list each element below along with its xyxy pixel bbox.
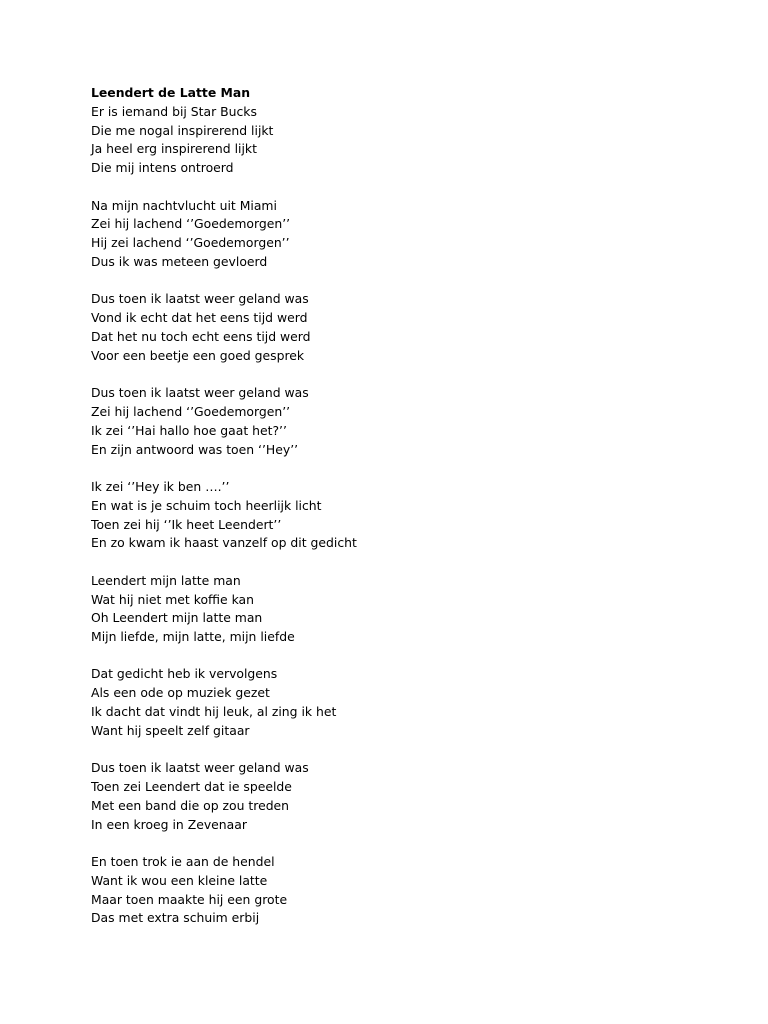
stanza-2: [91, 197, 691, 272]
poem-line: En zijn antwoord was toen ‘’Hey’’: [91, 441, 299, 457]
poem-line: Die mij intens ontroerd: [91, 160, 234, 176]
poem-line: Leendert mijn latte man: [91, 572, 241, 588]
poem-line: Dus ik was meteen gevloerd: [91, 253, 268, 269]
poem-line: Vond ik echt dat het eens tijd werd: [91, 310, 308, 326]
poem-line: Want hij speelt zelf gitaar: [91, 722, 250, 738]
poem-line: Oh Leendert mijn latte man: [91, 610, 263, 626]
poem-line: Wat hij niet met koffie kan: [91, 591, 254, 607]
poem-line: Die me nogal inspirerend lijkt: [91, 122, 274, 138]
poem-line: En toen trok ie aan de hendel: [91, 854, 275, 870]
poem-line: Want ik wou een kleine latte: [91, 872, 268, 888]
stanza-7: [91, 665, 691, 740]
poem-line: Dat het nu toch echt eens tijd werd: [91, 328, 311, 344]
poem-line: Toen zei Leendert dat ie speelde: [91, 779, 292, 795]
stanza-8: [91, 759, 691, 834]
poem-line: In een kroeg in Zevenaar: [91, 816, 247, 832]
poem-line: Das met extra schuim erbij: [91, 910, 260, 926]
poem-line: Ik dacht dat vindt hij leuk, al zing ik het: [91, 704, 337, 720]
stanza-9: [91, 853, 691, 928]
poem-line: Zei hij lachend ‘’Goedemorgen’’: [91, 403, 291, 419]
stanza-4: [91, 384, 691, 459]
poem-line: Met een band die op zou treden: [91, 797, 290, 813]
poem-line: Ik zei ‘’Hey ik ben ….’’: [91, 478, 230, 494]
stanza-6: [91, 572, 691, 647]
poem-line: Ja heel erg inspirerend lijkt: [91, 141, 257, 157]
poem-line: Ik zei ‘’Hai hallo hoe gaat het?’’: [91, 422, 287, 438]
poem-line: Er is iemand bij Star Bucks: [91, 103, 257, 119]
poem-line: Dus toen ik laatst weer geland was: [91, 385, 309, 401]
poem-line: Na mijn nachtvlucht uit Miami: [91, 197, 277, 213]
poem-line: Toen zei hij ‘’Ik heet Leendert’’: [91, 516, 282, 532]
poem-title: Leendert de Latte Man: [91, 85, 251, 100]
stanza-5: [91, 478, 691, 553]
poem-line: Als een ode op muziek gezet: [91, 685, 270, 701]
poem: [91, 84, 691, 947]
poem-line: Dus toen ik laatst weer geland was: [91, 760, 309, 776]
poem-line: Dus toen ik laatst weer geland was: [91, 291, 309, 307]
poem-line: Mijn liefde, mijn latte, mijn liefde: [91, 629, 295, 645]
poem-line: Maar toen maakte hij een grote: [91, 891, 288, 907]
poem-line: Zei hij lachend ‘’Goedemorgen’’: [91, 216, 291, 232]
stanza-3: [91, 290, 691, 365]
poem-line: Hij zei lachend ‘’Goedemorgen’’: [91, 235, 290, 251]
poem-line: En zo kwam ik haast vanzelf op dit gedicht: [91, 535, 357, 551]
poem-line: Voor een beetje een goed gesprek: [91, 347, 305, 363]
poem-line: Dat gedicht heb ik vervolgens: [91, 666, 278, 682]
stanza-1: [91, 103, 691, 178]
poem-line: En wat is je schuim toch heerlijk licht: [91, 497, 322, 513]
